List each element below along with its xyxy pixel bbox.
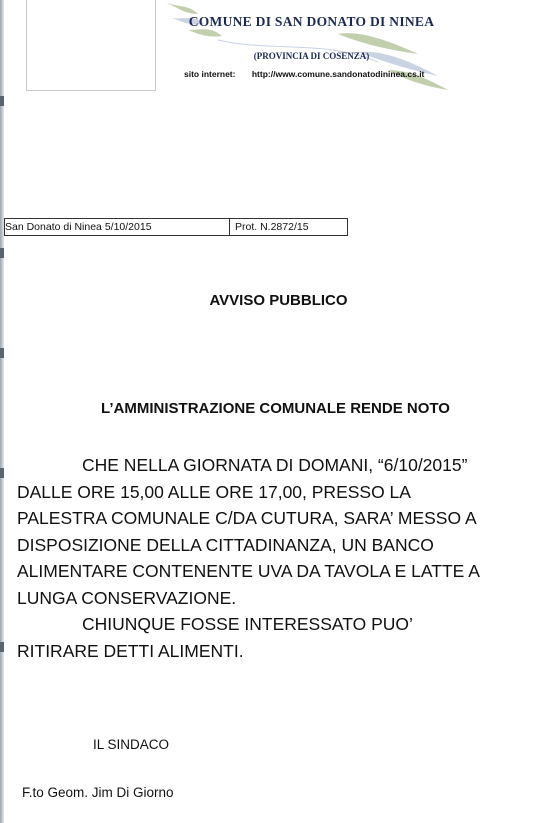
edge-marker (0, 468, 4, 478)
notice-body (17, 452, 535, 664)
body-line: DISPOSIZIONE DELLA CITTADINANZA, UN BANCO (17, 534, 434, 555)
municipality-title: COMUNE DI SAN DONATO DI NINEA (188, 14, 435, 29)
edge-marker (0, 96, 4, 106)
place-date-cell: San Donato di Ninea 5/10/2015 (5, 219, 230, 235)
body-line: CHIUNQUE FOSSE INTERESSATO PUO’ (82, 614, 413, 634)
body-line: RITIRARE DETTI ALIMENTI. (17, 640, 244, 661)
signatory-role: IL SINDACO (93, 737, 170, 752)
body-line: ALIMENTARE CONTENENTE UVA DA TAVOLA E LATTE A (17, 561, 480, 581)
website-label: sito internet: (184, 69, 236, 79)
edge-marker (0, 248, 4, 258)
body-line: DALLE ORE 15,00 ALLE ORE 17,00, PRESSO LA (17, 481, 411, 502)
edge-marker (0, 642, 4, 652)
signatory-name: F.to Geom. Jim Di Giorno (22, 785, 174, 800)
protocol-cell: Prot. N.2872/15 (235, 221, 309, 233)
notice-subheading: L’AMMINISTRAZIONE COMUNALE RENDE NOTO (101, 400, 450, 417)
body-line: PALESTRA COMUNALE C/DA CUTURA, SARA’ MESSO A (17, 508, 477, 528)
reference-table (4, 218, 348, 236)
website-line (184, 69, 424, 79)
province-subtitle: (PROVINCIA DI COSENZA) (253, 51, 370, 61)
body-line: CHE NELLA GIORNATA DI DOMANI, “6/10/2015” (82, 455, 468, 475)
body-line: LUNGA CONSERVAZIONE. (17, 587, 237, 608)
notice-heading: AVVISO PUBBLICO (209, 292, 348, 309)
website-url: http://www.comune.sandonatodininea.cs.it (251, 69, 425, 79)
edge-marker (0, 348, 4, 358)
